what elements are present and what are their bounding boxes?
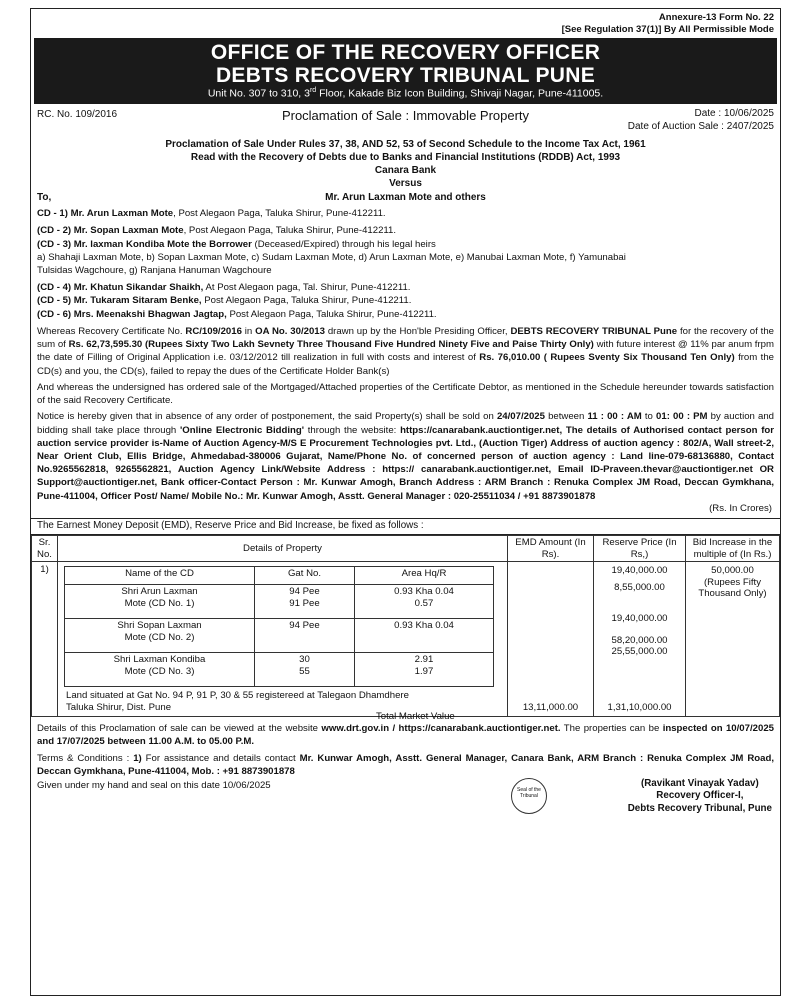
cd-6: (CD - 6) Mrs. Meenakshi Bhagwan Jagtap, Post Alegaon Paga, Taluka Shirur, Pune-412211. [37,308,437,320]
gat-no: 94 Pee [255,619,355,653]
reserve-values: 19,40,000.00 8,55,000.00 19,40,000.00 58,20,000.00 25,55,000.00 [611,565,668,658]
proclamation-document [30,8,781,996]
rules-line-1: Proclamation of Sale Under Rules 37, 38, AND 52, 53 of Second Schedule to the Income Tax Act, 1961 [165,139,646,151]
land-row-2: Taluka Shirur, Dist. Pune Total Market Value [66,701,455,722]
office-banner [34,38,777,104]
col-sr-no: Sr. No. [32,536,58,562]
inner-row [65,653,494,687]
recovery-certificate-paragraph: Whereas Recovery Certificate No. RC/109/2016 in OA No. 30/2013 drawn up by the Hon'ble Presiding Officer, DEBTS RECOVERY TRIBUNAL Pune for the recovery of the sum of Rs. 62,73,595.30 (Rupees Sixty Two Lakh Sevnety Three Thousand Five Hundred Ninety Five and Paise Thirty Only) with future interest @ 11% par anum frpm the date of Filling of Original Application i.e. 03/12/2012 till realization in full with costs and interest of Rs. 76,010.00 ( Rupees Sventy Six Thousand Ten Only) from the CD(s) and you, the CD(s), failed to repay the dues of the Certificate Holder Bank(s) [37,325,775,377]
cd-3: (CD - 3) Mr. laxman Kondiba Mote the Borrower (Deceased/Expired) through his legal heirs [37,238,436,250]
reserve-total: 1,31,10,000.00 [607,701,672,713]
auction-date: Date of Auction Sale : 2407/2025 [627,120,774,132]
col-bid: Bid Increase in the multiple of (In Rs.) [686,536,780,562]
area: 0.93 Kha 0.04 0.57 [355,585,494,619]
inner-row [65,585,494,619]
gat-no: 30 55 [255,653,355,687]
cd-name: Shri Sopan Laxman Mote (CD No. 2) [65,619,255,653]
signatory-office: Debts Recovery Tribunal, Pune [627,802,772,814]
given-under-hand: Given under my hand and seal on this date 10/06/2025 [37,780,271,792]
area: 2.91 1.97 [355,653,494,687]
tribunal-seal: Seal of the Tribunal [511,778,547,814]
cd-5: (CD - 5) Mr. Tukaram Sitaram Benke, Post Alegaon Paga, Taluka Shirur, Pune-412211. [37,295,412,307]
bank-name: Canara Bank [374,165,437,177]
versus-label: Versus [389,178,422,190]
rs-in-crores-note: (Rs. In Crores) [709,502,772,514]
annexure-form-no: Annexure-13 Form No. 22 [658,12,774,23]
legal-heirs: a) Shahaji Laxman Mote, b) Sopan Laxman Mote, c) Sudam Laxman Mote, d) Arun Laxman Mote, e) Manubai Laxman Mote, f) Yamunabai Tulsidas Wagchoure, g) Ranjana Hanuman Wagchoure [37,251,626,276]
sr-cell: 1) [32,562,58,717]
cd-2: (CD - 2) Mr. Sopan Laxman Mote, Post Alegaon Paga, Taluka Shirur, Pune-412211. [37,225,397,237]
signatory-title: Recovery Officer-I, [656,790,744,802]
office-title: OFFICE OF THE RECOVERY OFFICER [210,40,601,64]
inspection-paragraph: Details of this Proclamation of sale can be viewed at the website www.drt.gov.in / https://canarabank.auctiontiger.net. The properties can be inspected on 10/07/2025 and 17/07/2025 between 11.00 A.M. to 05.00 P.M. [37,723,774,748]
annexure-regulation: [See Regulation 37(1)] By All Permissible Mode [561,23,774,35]
inner-col-name: Name of the CD [65,567,255,585]
inner-header-row [65,567,494,585]
emd-cell [508,562,594,717]
property-table [31,535,780,722]
col-reserve: Reserve Price (In Rs,) [594,536,686,562]
table-row [32,562,780,717]
reserve-cell [594,562,686,717]
rules-block [31,138,780,190]
cd-1: CD - 1) Mr. Arun Laxman Mote, Post Alegaon Paga, Taluka Shirur, Pune-412211. [37,208,386,220]
signature-row [31,778,780,822]
to-label: To, [37,192,52,204]
area: 0.93 Kha 0.04 [355,619,494,653]
gat-no: 94 Pee 91 Pee [255,585,355,619]
inner-row [65,619,494,653]
auction-notice-paragraph: Notice is hereby given that in absence of any order of postponement, the said Property(s) shall be sold on 24/07/2025 between 11 : 00 : AM to 01: 00 : PM by auction and bidding shall take place through 'Online Electronic Bidding' through the website: https://canarabank.auctiontiger.net, The details of Authorised contact person for auction service provider is-Name of Auction Agency-M/S E Procurement Technologies pvt. Ltd., (Auction Tiger) Address of auction agency : 802/A, Wall street-2, Near Orient Club, Ellis Bridge, Ahmedabad-380006 Gujarat, Name/Phone No. of concerned person of auction agency : Land line-079-68136880, Contact No.9265562818, 9265562821, Auction Agency Link/Website Address : https:// canarabank.auctiontiger.net, Email ID-Praveen.thevar@auctiontiger.net OR Support@auctiontiger.net, Bank officer-Contact Person : Mr. Kunwar Amogh, Branch Address : ARM Branch : Renuka Complex JM Road, Deccan Gymkhana, Pune-411004, Officer Post/ Name/ Mobile No.: Mr. Kunwar Amogh, Asstt. General Manager : 020-25511034 / +91 8873901878 [37,411,775,502]
emd-intro: The Earnest Money Deposit (EMD), Reserve Price and Bid Increase, be fixed as follows : [31,518,780,535]
bid-cell [686,562,780,717]
office-address: Unit No. 307 to 310, 3rd Floor, Kakade Biz Icon Building, Shivaji Nagar, Pune-411005. [207,86,604,100]
bid-values: 50,000.00 (Rupees Fifty Thousand Only) [698,565,767,600]
signatory-block [628,778,772,815]
dates-block [628,108,774,133]
cd-4: (CD - 4) Mr. Khatun Sikandar Shaikh, At Post Alegaon paga, Tal. Shirur, Pune-412211. [37,282,411,294]
details-cell [58,562,508,722]
emd-total: 13,11,000.00 [522,701,579,713]
certificate-debtors [31,207,780,503]
cd-name: Shri Laxman Kondiba Mote (CD No. 3) [65,653,255,687]
rules-line-2: Read with the Recovery of Debts due to Banks and Financial Institutions (RDDB) Act, 1993 [190,152,621,164]
rc-number: RC. No. 109/2016 [37,109,118,121]
cd-property-table [64,566,494,687]
document-date: Date : 10/06/2025 [694,108,774,120]
col-details: Details of Property [58,536,508,562]
total-market-value-label: Total Market Value [376,710,455,722]
table-header-row [32,536,780,562]
col-emd: EMD Amount (In Rs). [508,536,594,562]
sale-order-paragraph: And whereas the undersigned has ordered sale of the Mortgaged/Attached properties of the Certificate Debtor, as mentioned in the Schedule hereunder towards satisfaction of the said Recovery Certificate. [37,381,774,407]
footer [31,722,780,778]
land-description: Land situated at Gat No. 94 P, 91 P, 30 & 55 registereed at Talegaon Dhamdhere Taluka Shirur, Dist. Pune Total Market Value [58,687,507,713]
signatory-name: (Ravikant Vinayak Yadav) [640,778,759,790]
to-row [31,191,780,205]
cd-name: Shri Arun Laxman Mote (CD No. 1) [65,585,255,619]
inner-col-gat: Gat No. [255,567,355,585]
respondent-name: Mr. Arun Laxman Mote and others [325,192,486,204]
header-row [31,108,780,138]
annexure-header [31,9,780,36]
proclamation-title: Proclamation of Sale : Immovable Property [281,108,530,124]
inner-col-area: Area Hq/R [355,567,494,585]
tribunal-title: DEBTS RECOVERY TRIBUNAL PUNE [215,63,596,87]
terms-paragraph: Terms & Conditions : 1) For assistance and details contact Mr. Kunwar Amogh, Asstt. General Manager, Canara Bank, ARM Branch : Renuka Complex JM Road, Deccan Gymkhana, Pune-411004, Mob. : +91 8873901878 [37,752,774,777]
